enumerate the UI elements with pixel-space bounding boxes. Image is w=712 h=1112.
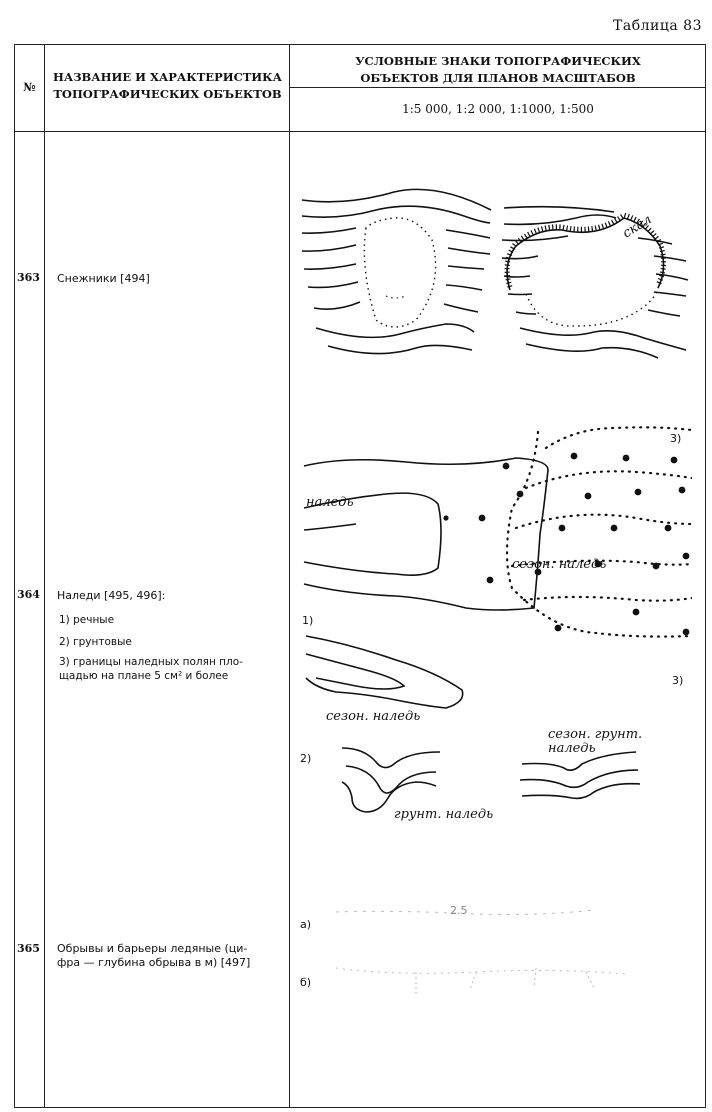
row-name-ice-cliffs-line2: фра — глубина обрыва в м) [497]: [57, 956, 251, 969]
header-symbols-line1: УСЛОВНЫЕ ЗНАКИ ТОПОГРАФИЧЕСКИХ: [355, 54, 641, 68]
mark-2: 2): [300, 752, 312, 765]
header-symbols-line2: ОБЪЕКТОВ ДЛЯ ПЛАНОВ МАСШТАБОВ: [360, 71, 636, 85]
row-number-365: 365: [17, 942, 40, 955]
header-number: №: [23, 80, 36, 94]
mark-1: 1): [302, 614, 314, 627]
seasonal-naled-label: сезон. наледь: [512, 557, 607, 572]
row-item-ground: 2) грунтовые: [59, 636, 132, 648]
cliff-label: скал: [620, 212, 655, 242]
mark-a: а): [300, 918, 312, 931]
row-name-ice-cliffs: [57, 942, 250, 970]
seasonal-ground-naled-symbol: [520, 727, 642, 798]
snowfield-symbol-left: [302, 189, 491, 353]
header-scales: 1:5 000, 1:2 000, 1:1000, 1:500: [402, 102, 594, 116]
seasonal-ground-label-line1: сезон. грунт.: [548, 727, 643, 742]
mark-b: б): [300, 976, 312, 989]
seasonal-naled-small-label: сезон. наледь: [326, 709, 421, 724]
table-caption: Таблица 83: [613, 18, 702, 34]
row-item-boundaries-line1: 3) границы наледных полян пло-: [59, 656, 243, 668]
mark-3-bottom: 3): [672, 674, 684, 687]
header-symbols: [291, 53, 705, 87]
row-name-naleds: Наледи [495, 496]:: [57, 589, 166, 602]
row-item-boundaries-line2: щадью на плане 5 см² и более: [59, 670, 229, 682]
row-name-ice-cliffs-line1: Обрывы и барьеры ледяные (ци-: [57, 942, 248, 955]
symbols-drawing: [276, 88, 692, 1063]
mark-3-top: 3): [670, 432, 682, 445]
snowfield-symbol-right: [502, 207, 688, 358]
river-naled-label: наледь: [306, 495, 354, 510]
ground-naled-symbol: [300, 748, 493, 822]
row-number-363: 363: [17, 271, 40, 284]
header-name-line2: ТОПОГРАФИЧЕСКИХ ОБЪЕКТОВ: [53, 87, 282, 101]
row-number-364: 364: [17, 588, 40, 601]
ice-cliff-symbols: [300, 904, 626, 994]
depth-label: 2.5: [450, 904, 468, 917]
header-name-line1: НАЗВАНИЕ И ХАРАКТЕРИСТИКА: [53, 70, 282, 84]
row-item-boundaries: [59, 655, 243, 683]
seasonal-ground-label-line2: наледь: [548, 741, 596, 756]
seasonal-naled-area: [443, 427, 692, 636]
header-name: [46, 69, 289, 103]
column-divider: [44, 45, 45, 1107]
row-item-river: 1) речные: [59, 614, 115, 626]
ground-naled-label: грунт. наледь: [394, 807, 494, 822]
river-naled-symbol: [304, 458, 606, 610]
naled-ice-marks: [443, 453, 689, 636]
row-name-snowfields: Снежники [494]: [57, 272, 150, 285]
